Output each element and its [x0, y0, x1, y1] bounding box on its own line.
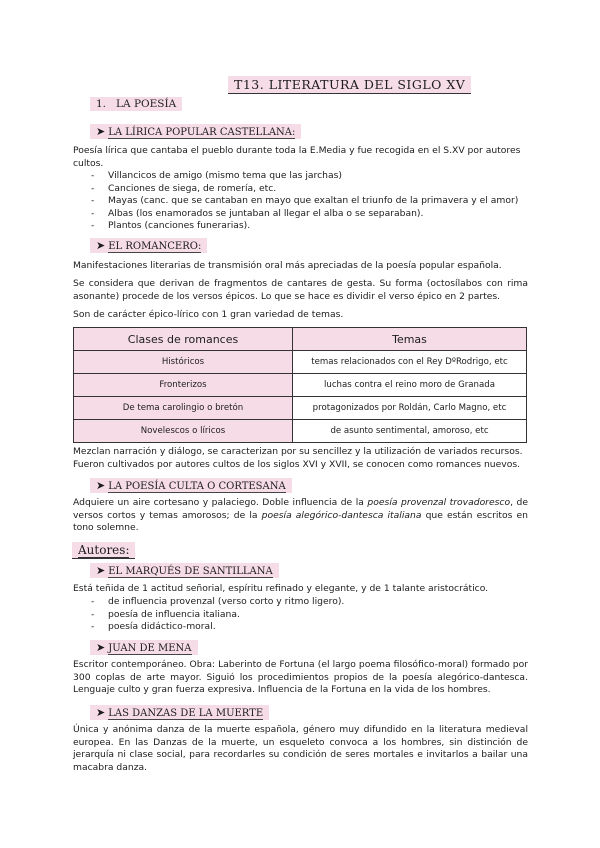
- list-item: - Mayas (canc. que se cantaban en mayo que exaltan el triunfo de la primavera y el amor): [73, 195, 528, 208]
- heading-poesia-culta: ➤ LA POESÍA CULTA O CORTESANA: [90, 478, 292, 493]
- romancero-p2: Se considera que derivan de fragmentos de cantares de gesta. Su forma (octosílabos con rima asonante) procede de los versos épicos. Lo que se hace es dividir el verso épico en 2 partes.: [73, 278, 528, 302]
- arrow-icon: ➤: [96, 641, 106, 654]
- heading-juan-de-mena: ➤ JUAN DE MENA: [90, 640, 198, 655]
- table-header-row: [74, 328, 527, 351]
- list-item: - de influencia provenzal (verso corto y ritmo ligero).: [73, 596, 528, 609]
- santillana-list: [73, 596, 528, 634]
- table-cell: de asunto sentimental, amoroso, etc: [293, 420, 527, 443]
- table-cell: Novelescos o líricos: [74, 420, 293, 443]
- danzas-text: Única y anónima danza de la muerte española, género muy difundido en la literatura medieval europea. En las Danzas de la muerte, un esqueleto convoca a los hombres, sin distinción de jerarquía ni clase social, para recordarles su condición de seres mortales e invitarlos a bailar una macabra danza.: [73, 724, 528, 773]
- list-item: - Albas (los enamorados se juntaban al llegar el alba o se separaban).: [73, 208, 528, 221]
- heading-danzas: ➤ LAS DANZAS DE LA MUERTE: [90, 705, 269, 720]
- heading-lirica-popular: ➤ LA LÍRICA POPULAR CASTELLANA:: [90, 124, 301, 139]
- heading-romancero: ➤ EL ROMANCERO:: [90, 238, 207, 253]
- section-label: LA POESÍA: [116, 98, 177, 110]
- list-item: - poesía de influencia italiana.: [73, 609, 528, 622]
- table-cell: protagonizados por Roldán, Carlo Magno, etc: [293, 397, 527, 420]
- romancero-p1: Manifestaciones literarias de transmisión oral más apreciadas de la poesía popular española.: [73, 260, 502, 271]
- lirica-list: [73, 170, 528, 233]
- heading-santillana: ➤ EL MARQUÉS DE SANTILLANA: [90, 563, 279, 578]
- arrow-icon: ➤: [96, 239, 106, 252]
- lirica-intro: Poesía lírica que cantaba el pueblo durante toda la E.Media y fue recogida en el S.XV por autores cultos.: [73, 145, 521, 169]
- table-cell: De tema carolingio o bretón: [74, 397, 293, 420]
- section-number: 1.: [96, 98, 107, 110]
- table-row: [74, 420, 527, 443]
- arrow-icon: ➤: [96, 479, 106, 492]
- table-row: [74, 397, 527, 420]
- title-text: T13. LITERATURA DEL SIGLO XV: [234, 77, 466, 92]
- autores-heading: Autores:: [72, 542, 135, 559]
- list-item: - Villancicos de amigo (mismo tema que las jarchas): [73, 170, 528, 183]
- table-cell: luchas contra el reino moro de Granada: [293, 374, 527, 397]
- table-cell: Históricos: [74, 351, 293, 374]
- table-cell: temas relacionados con el Rey DºRodrigo, etc: [293, 351, 527, 374]
- list-item: - Plantos (canciones funerarias).: [73, 220, 528, 233]
- arrow-icon: ➤: [96, 706, 106, 719]
- mena-text: Escritor contemporáneo. Obra: Laberinto de Fortuna (el largo poema filosófico-moral) formado por 300 coplas de arte mayor. Siguió los procedimientos propios de la poesía alegórico-dantesca. Lenguaje culto y gran fuerza expresiva. Influencia de la Fortuna en la vida de los hombres.: [73, 659, 528, 695]
- table-header: Clases de romances: [74, 328, 293, 351]
- table-row: [74, 374, 527, 397]
- arrow-icon: ➤: [96, 125, 106, 138]
- page-title: [228, 76, 471, 94]
- romancero-p3: Son de carácter épico-lírico con 1 gran variedad de temas.: [73, 309, 344, 320]
- santillana-intro: Está teñida de 1 actitud señorial, espíritu refinado y elegante, y de 1 talante aristocrático.: [73, 583, 489, 594]
- arrow-icon: ➤: [96, 564, 106, 577]
- table-row: [74, 351, 527, 374]
- romances-table: [73, 327, 527, 443]
- romancero-p4: Mezclan narración y diálogo, se caracterizan por su sencillez y la utilización de variados recursos. Fueron cultivados por autores cultos de los siglos XVI y XVII, se conocen como romances nuevos.: [73, 446, 523, 470]
- section-heading-poesia: [90, 97, 182, 111]
- culta-text: Adquiere un aire cortesano y palaciego. Doble influencia de la poesía provenzal trovadoresco, de versos cortos y temas amorosos; de la poesía alegórico-dantesca italiana que están escritos en tono solemne.: [73, 497, 528, 533]
- list-item: - poesía didáctico-moral.: [73, 621, 528, 634]
- table-cell: Fronterizos: [74, 374, 293, 397]
- table-header: Temas: [293, 328, 527, 351]
- list-item: - Canciones de siega, de romería, etc.: [73, 183, 528, 196]
